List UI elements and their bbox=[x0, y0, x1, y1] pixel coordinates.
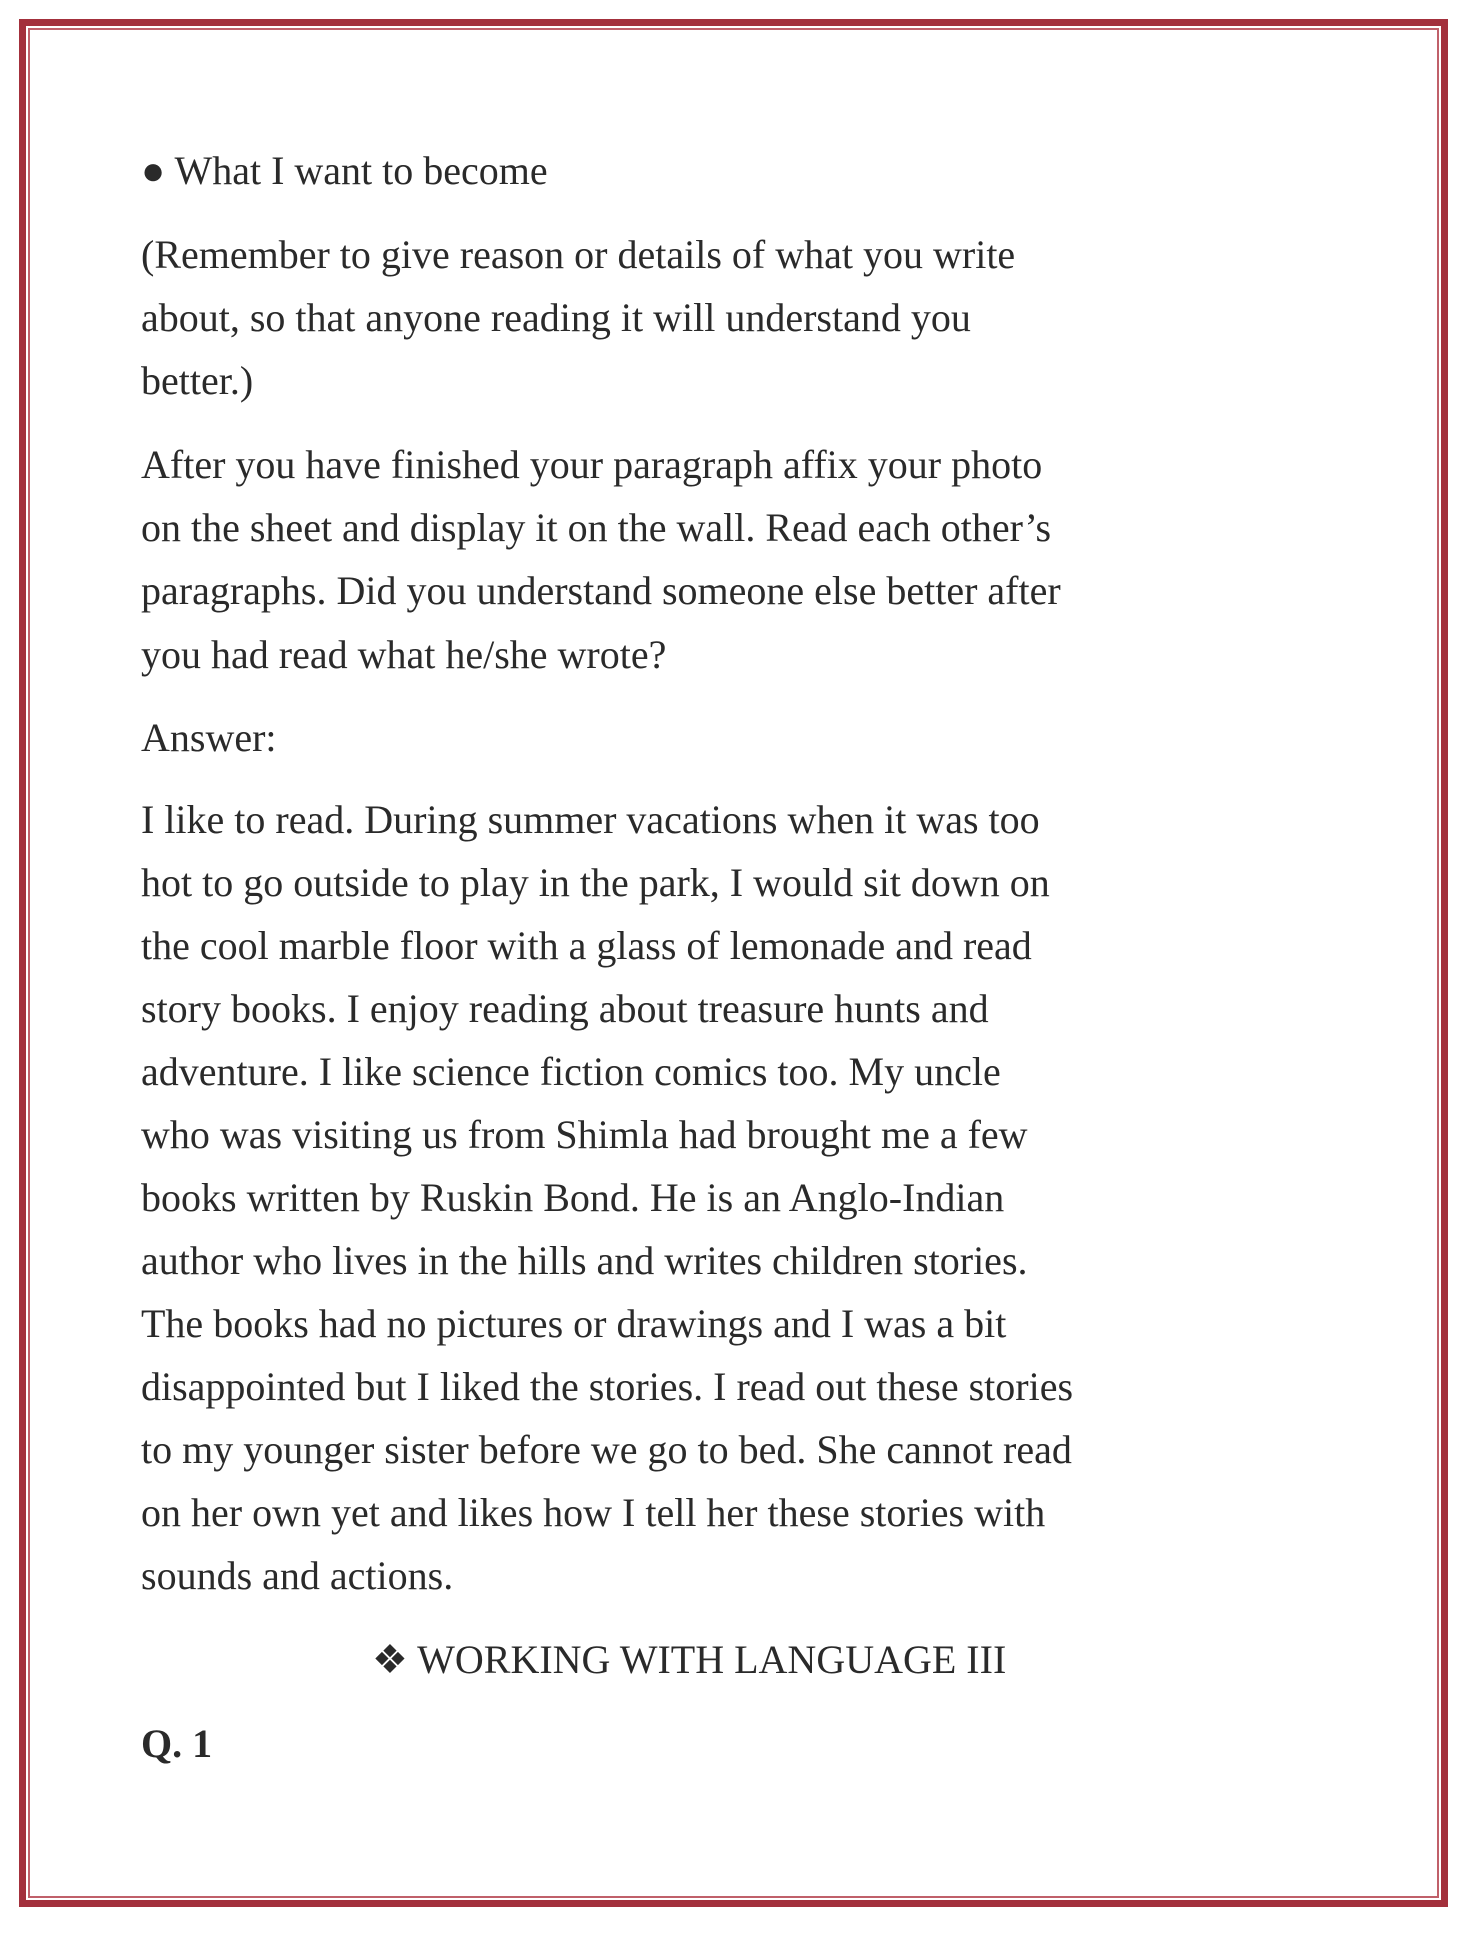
answer-paragraph bbox=[141, 788, 1073, 1607]
text-line: you had read what he/she wrote? bbox=[141, 631, 667, 677]
text-line: about, so that anyone reading it will understand you bbox=[141, 295, 971, 341]
reminder-paragraph bbox=[141, 223, 1015, 413]
bullet-text: What I want to become bbox=[174, 148, 548, 193]
text-line: disappointed but I liked the stories. I read out these stories bbox=[141, 1364, 1074, 1409]
text-line: author who lives in the hills and writes children stories. bbox=[141, 1238, 1028, 1283]
text-line: on her own yet and likes how I tell her these stories with bbox=[141, 1490, 1046, 1535]
text-line: story books. I enjoy reading about treasure hunts and bbox=[141, 986, 989, 1031]
bullet-icon: ● bbox=[141, 148, 166, 193]
text-line: I like to read. During summer vacations when it was too bbox=[141, 797, 1040, 842]
text-line: (Remember to give reason or details of what you write bbox=[141, 232, 1016, 277]
instructions-paragraph bbox=[141, 433, 1061, 686]
section-heading-text: WORKING WITH LANGUAGE III bbox=[417, 1637, 1007, 1682]
section-heading bbox=[372, 1628, 1006, 1691]
text-line: After you have finished your paragraph affix your photo bbox=[141, 442, 1043, 487]
diamond-ornament-icon: ❖ bbox=[372, 1637, 408, 1682]
text-line: hot to go outside to play in the park, I would sit down on bbox=[141, 860, 1050, 905]
text-line: the cool marble floor with a glass of lemonade and read bbox=[141, 923, 1032, 968]
text-line: who was visiting us from Shimla had brought me a few bbox=[141, 1112, 1028, 1157]
text-line: adventure. I like science fiction comics too. My uncle bbox=[141, 1049, 1001, 1094]
question-label: Q. 1 bbox=[141, 1721, 213, 1766]
text-line: paragraphs. Did you understand someone else better after bbox=[141, 568, 1061, 614]
text-line: on the sheet and display it on the wall. Read each other’s bbox=[141, 505, 1052, 551]
text-line: books written by Ruskin Bond. He is an Anglo-Indian bbox=[141, 1175, 1005, 1220]
text-line: The books had no pictures or drawings and I was a bit bbox=[141, 1301, 1007, 1346]
text-line: sounds and actions. bbox=[141, 1553, 454, 1598]
text-line: to my younger sister before we go to bed. She cannot read bbox=[141, 1427, 1072, 1472]
text-line: better.) bbox=[141, 358, 254, 404]
answer-label: Answer: bbox=[141, 715, 277, 760]
bullet-item bbox=[141, 139, 548, 202]
